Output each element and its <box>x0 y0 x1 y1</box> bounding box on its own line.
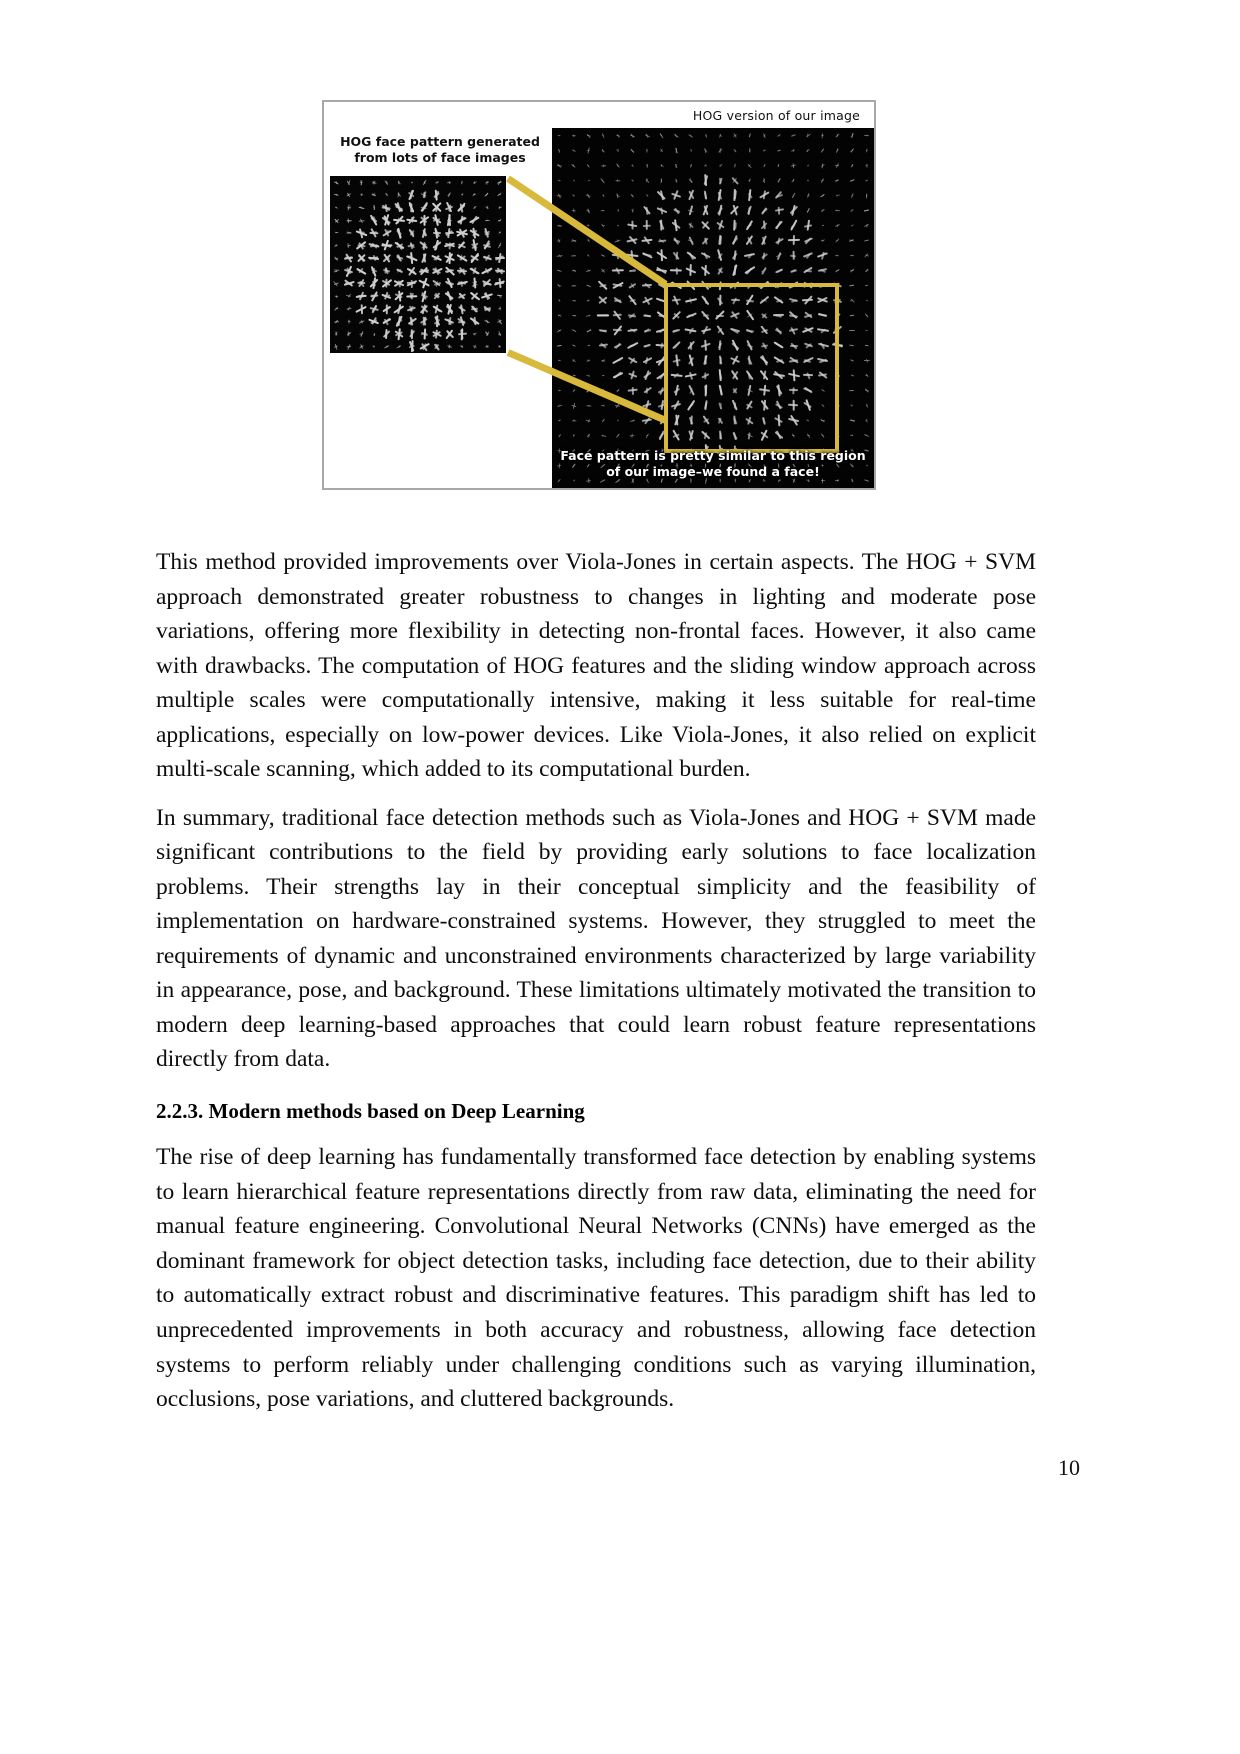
paragraph-deep-learning-rise: The rise of deep learning has fundamentally transformed face detection by enabling systems to learn hierarchical feature representations directly from raw data, eliminating the need for manual feature engineering. Convolutional Neural Networks (CNNs) have emerged as the dominant framework for object detection tasks, including face detection, due to their ability to automatically extract robust and discriminative features. This paradigm shift has led to unprecedented improvements in both accuracy and robustness, allowing face detection systems to perform reliably under challenging conditions such as varying illumination, occlusions, pose variations, and cluttered backgrounds. <box>156 1144 1036 1413</box>
paragraph-hog-svm-tradeoffs: This method provided improvements over Viola-Jones in certain aspects. The HOG + SVM approach demonstrated greater robustness to changes in lighting and moderate pose variations, offering more flexibility in detecting non-frontal faces. However, it also came with drawbacks. The computation of HOG features and the sliding window approach across multiple scales were computationally intensive, making it less suitable for real-time applications, especially on low-power devices. Like Viola-Jones, it also relied on explicit multi-scale scanning, which added to its computational burden. <box>156 549 1036 783</box>
figure-bottom-caption: Face pattern is pretty similar to this region of our image–we found a face! <box>560 447 866 479</box>
body-text-column <box>156 545 1036 1431</box>
figure-title: HOG version of our image <box>692 108 860 123</box>
face-detection-box <box>664 283 839 453</box>
hog-image-panel <box>552 128 874 488</box>
hog-figure <box>322 100 876 490</box>
paragraph-traditional-methods-summary: In summary, traditional face detection methods such as Viola-Jones and HOG + SVM made significant contributions to the field by providing early solutions to face localization problems. Their strengths lay in their conceptual simplicity and the feasibility of implementation on hardware-constrained systems. However, they struggled to meet the requirements of dynamic and unconstrained environments characterized by large variability in appearance, pose, and background. These limitations ultimately motivated the transition to modern deep learning-based approaches that could learn robust feature representations directly from data. <box>156 804 1036 1073</box>
hog-face-pattern-panel <box>330 176 506 353</box>
page-number: 10 <box>1058 1455 1080 1480</box>
section-heading-deep-learning: 2.2.3. Modern methods based on Deep Learning <box>156 1098 585 1123</box>
figure-left-caption: HOG face pattern generated from lots of face images <box>340 134 540 165</box>
